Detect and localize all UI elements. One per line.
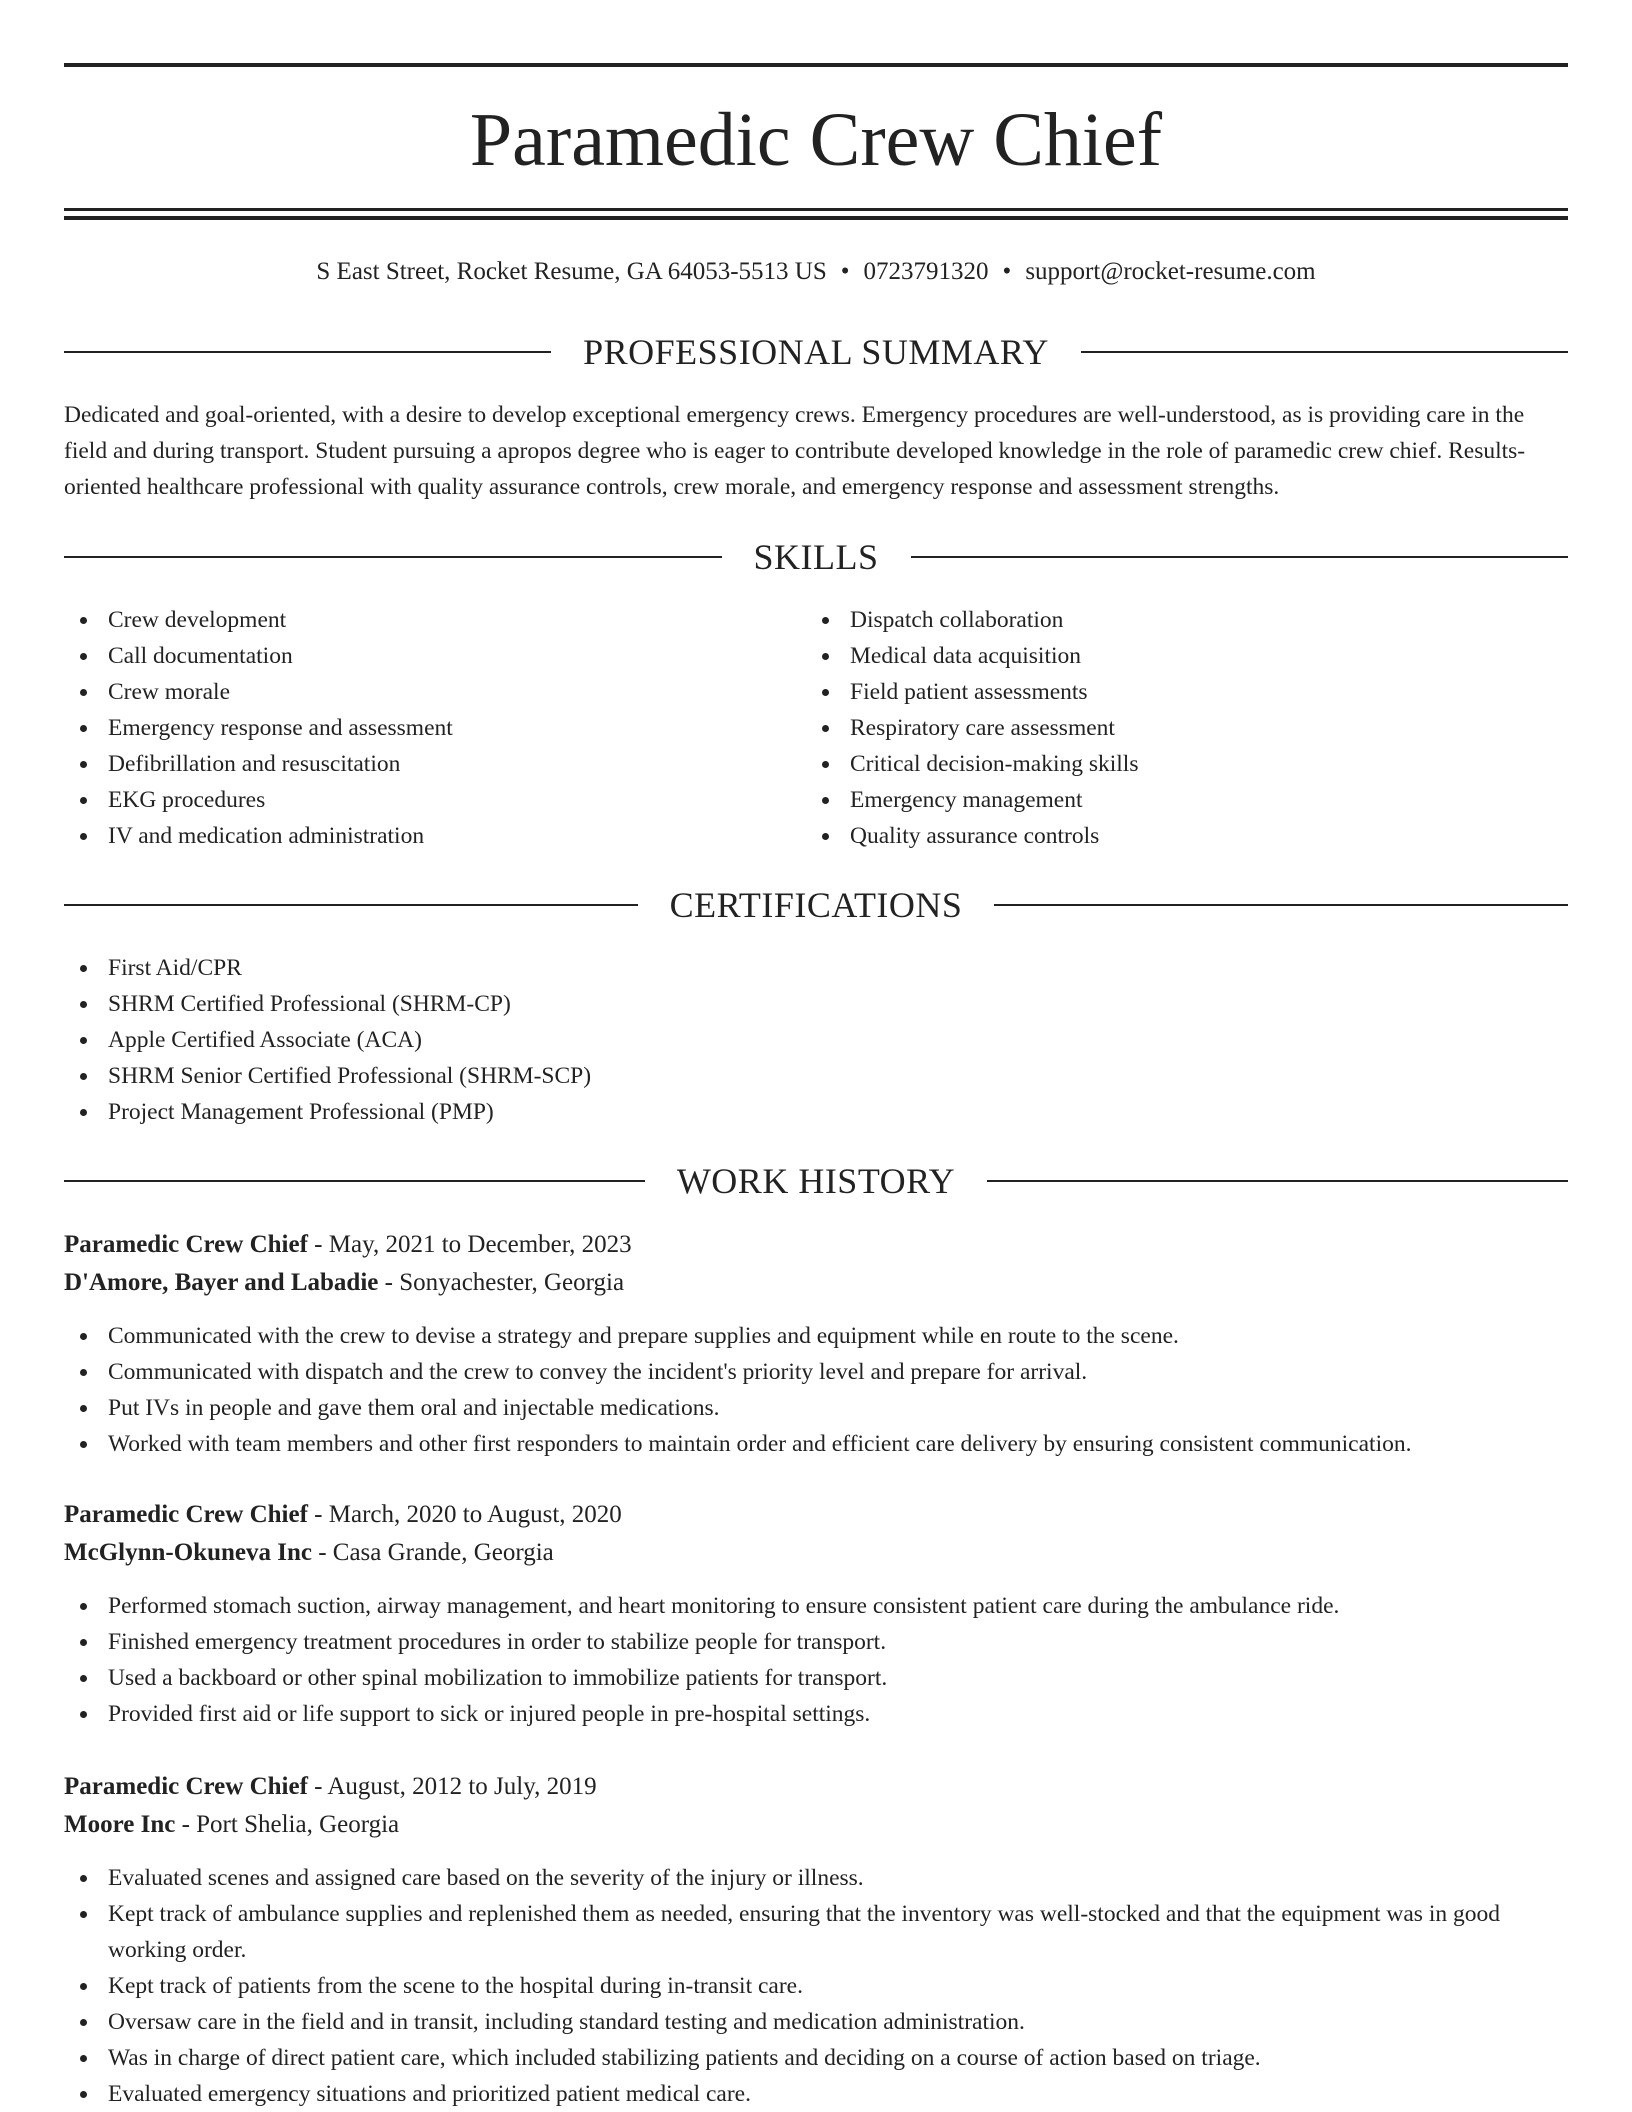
certifications-heading	[64, 883, 1568, 927]
job-bullet: Communicated with the crew to devise a strategy and prepare supplies and equipment while en route to the scene.	[64, 1318, 1568, 1354]
certification-item: Apple Certified Associate (ACA)	[64, 1022, 1064, 1058]
job-bullets	[64, 1588, 1568, 1732]
job-bullet: Finished emergency treatment procedures in order to stabilize people for transport.	[64, 1624, 1568, 1660]
job-bullet: Evaluated emergency situations and prioritized patient medical care.	[64, 2076, 1568, 2112]
skill-item: Defibrillation and resuscitation	[64, 746, 804, 782]
heading-rule	[64, 556, 722, 558]
certifications-list	[64, 950, 1064, 1130]
skill-item: IV and medication administration	[64, 818, 804, 854]
contact-email[interactable]: support@rocket-resume.com	[1025, 258, 1316, 285]
job-bullet: Kept track of patients from the scene to the hospital during in-transit care.	[64, 1968, 1568, 2004]
job-role: Paramedic Crew Chief	[64, 1773, 308, 1800]
skill-item: Emergency response and assessment	[64, 710, 804, 746]
job-bullet: Evaluated scenes and assigned care based on the severity of the injury or illness.	[64, 1860, 1568, 1896]
work-history-heading	[64, 1159, 1568, 1203]
heading-rule	[987, 1180, 1568, 1182]
job-bullet: Worked with team members and other first responders to maintain order and efficient care delivery by ensuring consistent communication.	[64, 1426, 1568, 1462]
skills-list-right	[806, 602, 1566, 854]
skills-title: SKILLS	[753, 537, 879, 577]
certification-item: First Aid/CPR	[64, 950, 1064, 986]
contact-separator: •	[1002, 258, 1012, 285]
heading-rule	[994, 904, 1568, 906]
job-title-line	[64, 1496, 1568, 1534]
certification-item: Project Management Professional (PMP)	[64, 1094, 1064, 1130]
header-double-rule	[64, 208, 1568, 220]
heading-rule	[911, 556, 1569, 558]
skill-item: Call documentation	[64, 638, 804, 674]
skill-item: Quality assurance controls	[806, 818, 1566, 854]
job-entry	[64, 1496, 1568, 1732]
work-history-title: WORK HISTORY	[676, 1161, 956, 1201]
skill-item: Critical decision-making skills	[806, 746, 1566, 782]
job-role: Paramedic Crew Chief	[64, 1501, 308, 1528]
job-company: McGlynn-Okuneva Inc	[64, 1539, 312, 1566]
resume-name: Paramedic Crew Chief	[469, 98, 1163, 182]
job-location: - Sonyachester, Georgia	[378, 1269, 625, 1296]
contact-separator: •	[840, 258, 850, 285]
skills-list-left	[64, 602, 804, 854]
heading-rule	[64, 1180, 645, 1182]
skill-item: Crew development	[64, 602, 804, 638]
job-bullets	[64, 1318, 1568, 1462]
heading-rule	[64, 351, 551, 353]
job-bullets	[64, 1860, 1568, 2112]
job-bullet: Oversaw care in the field and in transit, including standard testing and medication administration.	[64, 2004, 1568, 2040]
job-entry	[64, 1768, 1568, 2112]
job-company-line	[64, 1534, 1568, 1572]
skill-item: Respiratory care assessment	[806, 710, 1566, 746]
job-bullet: Communicated with dispatch and the crew to convey the incident's priority level and prepare for arrival.	[64, 1354, 1568, 1390]
certification-item: SHRM Senior Certified Professional (SHRM-SCP)	[64, 1058, 1064, 1094]
job-company-line	[64, 1806, 1568, 1844]
heading-rule	[64, 904, 638, 906]
job-bullet: Used a backboard or other spinal mobilization to immobilize patients for transport.	[64, 1660, 1568, 1696]
top-rule	[64, 63, 1568, 67]
job-dates: - August, 2012 to July, 2019	[307, 1773, 597, 1800]
job-title-line	[64, 1226, 1568, 1264]
job-company: D'Amore, Bayer and Labadie	[64, 1269, 379, 1296]
contact-line	[64, 252, 1568, 292]
job-dates: - March, 2020 to August, 2020	[307, 1501, 622, 1528]
job-company-line	[64, 1264, 1568, 1302]
job-title-line	[64, 1768, 1568, 1806]
skill-item: EKG procedures	[64, 782, 804, 818]
summary-title: PROFESSIONAL SUMMARY	[583, 332, 1049, 372]
skill-item: Crew morale	[64, 674, 804, 710]
contact-phone: 0723791320	[863, 258, 989, 285]
job-location: - Port Shelia, Georgia	[175, 1811, 400, 1838]
job-dates: - May, 2021 to December, 2023	[307, 1231, 632, 1258]
certification-item: SHRM Certified Professional (SHRM-CP)	[64, 986, 1064, 1022]
skill-item: Field patient assessments	[806, 674, 1566, 710]
job-bullet: Kept track of ambulance supplies and replenished them as needed, ensuring that the inventory was well-stocked and that the equipment was in good working order.	[64, 1896, 1568, 1968]
skill-item: Medical data acquisition	[806, 638, 1566, 674]
job-company: Moore Inc	[64, 1811, 176, 1838]
job-bullet: Put IVs in people and gave them oral and injectable medications.	[64, 1390, 1568, 1426]
skill-item: Emergency management	[806, 782, 1566, 818]
job-bullet: Provided first aid or life support to sick or injured people in pre-hospital settings.	[64, 1696, 1568, 1732]
job-location: - Casa Grande, Georgia	[311, 1539, 554, 1566]
summary-heading	[64, 330, 1568, 374]
job-bullet: Was in charge of direct patient care, which included stabilizing patients and deciding on a course of action based on triage.	[64, 2040, 1568, 2076]
summary-text: Dedicated and goal-oriented, with a desire to develop exceptional emergency crews. Emergency procedures are well-understood, as is providing care in the field and during transport. Student pursuing a apropos degree who is eager to contribute developed knowledge in the role of paramedic crew chief. Results-oriented healthcare professional with quality assurance controls, crew morale, and emergency response and assessment strengths.	[64, 402, 1526, 500]
skill-item: Dispatch collaboration	[806, 602, 1566, 638]
heading-rule	[1081, 351, 1568, 353]
job-bullet: Performed stomach suction, airway management, and heart monitoring to ensure consistent patient care during the ambulance ride.	[64, 1588, 1568, 1624]
job-role: Paramedic Crew Chief	[64, 1231, 308, 1258]
certifications-title: CERTIFICATIONS	[669, 885, 963, 925]
job-entry	[64, 1226, 1568, 1462]
contact-address: S East Street, Rocket Resume, GA 64053-5513 US	[316, 258, 827, 285]
skills-heading	[64, 535, 1568, 579]
